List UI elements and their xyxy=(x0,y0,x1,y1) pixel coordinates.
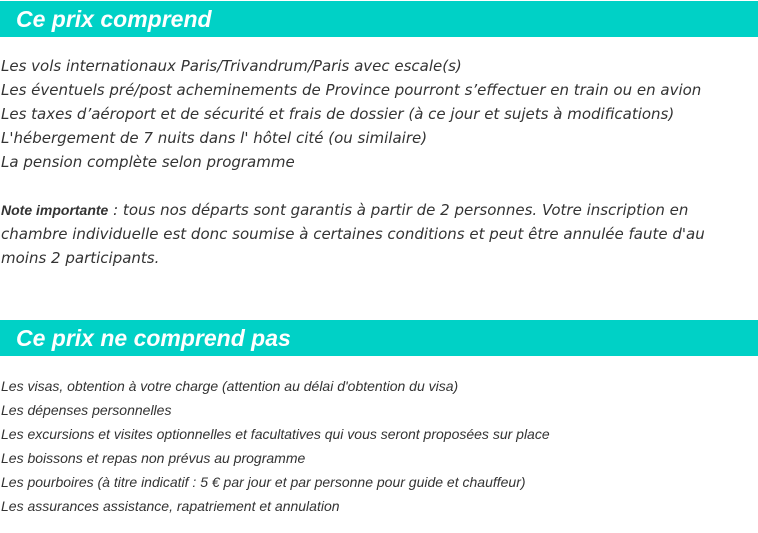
important-note xyxy=(1,198,757,270)
list-item: Les visas, obtention à votre charge (attention au délai d'obtention du visa) xyxy=(1,378,459,394)
list-item: Les éventuels pré/post acheminements de Province pourront s’effectuer en train ou en avion xyxy=(1,81,702,99)
list-item: Les pourboires (à titre indicatif : 5 € par jour et par personne pour guide et chauffeur) xyxy=(1,474,526,490)
note-label: Note importante xyxy=(1,202,109,218)
section-heading-excludes: Ce prix ne comprend pas xyxy=(0,320,758,356)
note-line: chambre individuelle est donc soumise à certaines conditions et peut être annulée faute d'au xyxy=(1,225,705,243)
list-item: La pension complète selon programme xyxy=(1,153,295,171)
note-line xyxy=(1,198,757,222)
list-item: Les assurances assistance, rapatriement et annulation xyxy=(1,498,340,514)
list-item: Les excursions et visites optionnelles et facultatives qui vous seront proposées sur place xyxy=(1,426,550,442)
note-line: moins 2 participants. xyxy=(1,249,160,267)
note-text: : tous nos départs sont garantis à partir de 2 personnes. Votre inscription en xyxy=(108,201,689,219)
list-item: Les vols internationaux Paris/Trivandrum/Paris avec escale(s) xyxy=(1,57,462,75)
list-item: L'hébergement de 7 nuits dans l' hôtel cité (ou similaire) xyxy=(1,129,428,147)
excludes-list xyxy=(1,374,757,518)
list-item: Les boissons et repas non prévus au programme xyxy=(1,450,306,466)
includes-list xyxy=(1,54,757,174)
list-item: Les taxes d’aéroport et de sécurité et frais de dossier (à ce jour et sujets à modifications) xyxy=(1,105,675,123)
section-heading-includes: Ce prix comprend xyxy=(0,1,758,37)
list-item: Les dépenses personnelles xyxy=(1,402,172,418)
